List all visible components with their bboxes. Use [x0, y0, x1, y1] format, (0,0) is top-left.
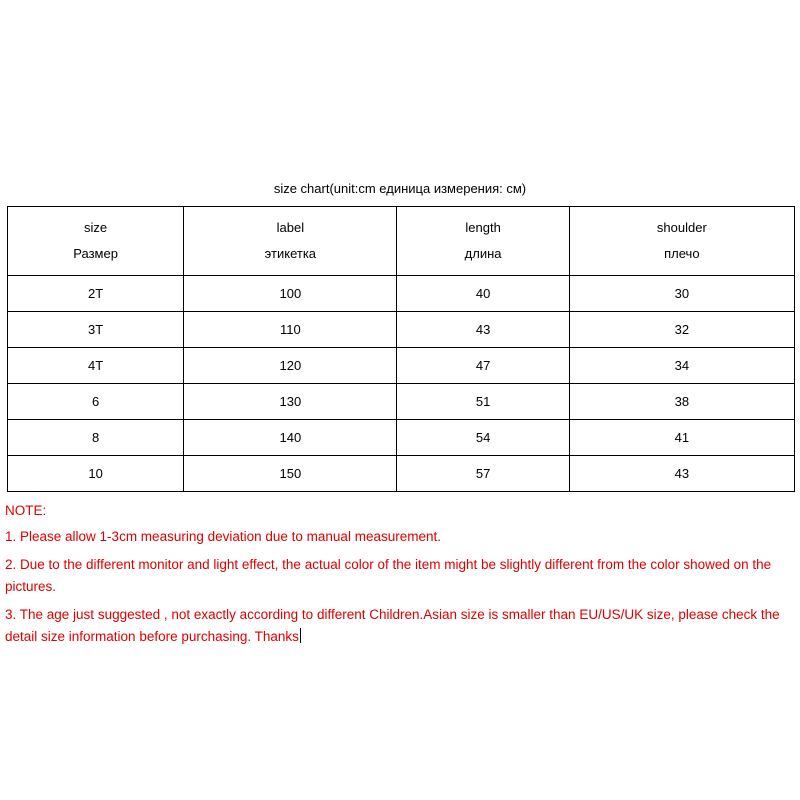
note-item-1: 1. Please allow 1-3cm measuring deviation due to manual measurement. [5, 529, 441, 544]
table-row [8, 312, 795, 348]
cell-length: 51 [397, 384, 569, 420]
header-size [8, 207, 184, 276]
cell-label: 100 [184, 276, 397, 312]
cell-label: 140 [184, 420, 397, 456]
cell-size: 6 [8, 384, 184, 420]
cell-size: 4T [8, 348, 184, 384]
table-header-row [8, 207, 795, 276]
table-row [8, 456, 795, 492]
header-length-en: length [465, 220, 501, 235]
cell-label: 130 [184, 384, 397, 420]
cell-length: 47 [397, 348, 569, 384]
cell-length: 54 [397, 420, 569, 456]
table-row [8, 420, 795, 456]
cell-shoulder: 43 [569, 456, 794, 492]
cell-size: 3T [8, 312, 184, 348]
header-label-en: label [276, 220, 305, 235]
note-item-3 [5, 604, 795, 648]
cell-length: 57 [397, 456, 569, 492]
cell-label: 120 [184, 348, 397, 384]
header-size-en: size [84, 220, 108, 235]
note-item-2: 2. Due to the different monitor and light effect, the actual color of the item might be slightly different from the color showed on the pictures. [5, 557, 772, 594]
notes-section [5, 500, 795, 654]
cell-size: 8 [8, 420, 184, 456]
cell-shoulder: 41 [569, 420, 794, 456]
cell-label: 150 [184, 456, 397, 492]
header-size-ru: Размер [73, 246, 118, 261]
size-table [7, 206, 795, 492]
table-row [8, 276, 795, 312]
header-label-ru: этикетка [264, 246, 317, 261]
text-caret-icon [300, 628, 301, 643]
header-shoulder-en: shoulder [656, 220, 707, 235]
cell-shoulder: 38 [569, 384, 794, 420]
cell-shoulder: 32 [569, 312, 794, 348]
header-shoulder-ru: плечо [664, 246, 700, 261]
cell-size: 10 [8, 456, 184, 492]
note-item-3-text: 3. The age just suggested , not exactly according to different Children.Asian size is smaller than EU/US/UK size, please check the detail size information before purchasing. Thanks [5, 607, 780, 644]
cell-length: 43 [397, 312, 569, 348]
size-chart-title: size chart(unit:cm единица измерения: см) [273, 181, 527, 196]
cell-label: 110 [184, 312, 397, 348]
cell-length: 40 [397, 276, 569, 312]
header-length [397, 207, 569, 276]
header-shoulder [569, 207, 794, 276]
note-heading: NOTE: [5, 503, 47, 518]
cell-size: 2T [8, 276, 184, 312]
cell-shoulder: 30 [569, 276, 794, 312]
table-row [8, 348, 795, 384]
table-row [8, 384, 795, 420]
cell-shoulder: 34 [569, 348, 794, 384]
header-length-ru: длина [464, 246, 502, 261]
header-label [184, 207, 397, 276]
